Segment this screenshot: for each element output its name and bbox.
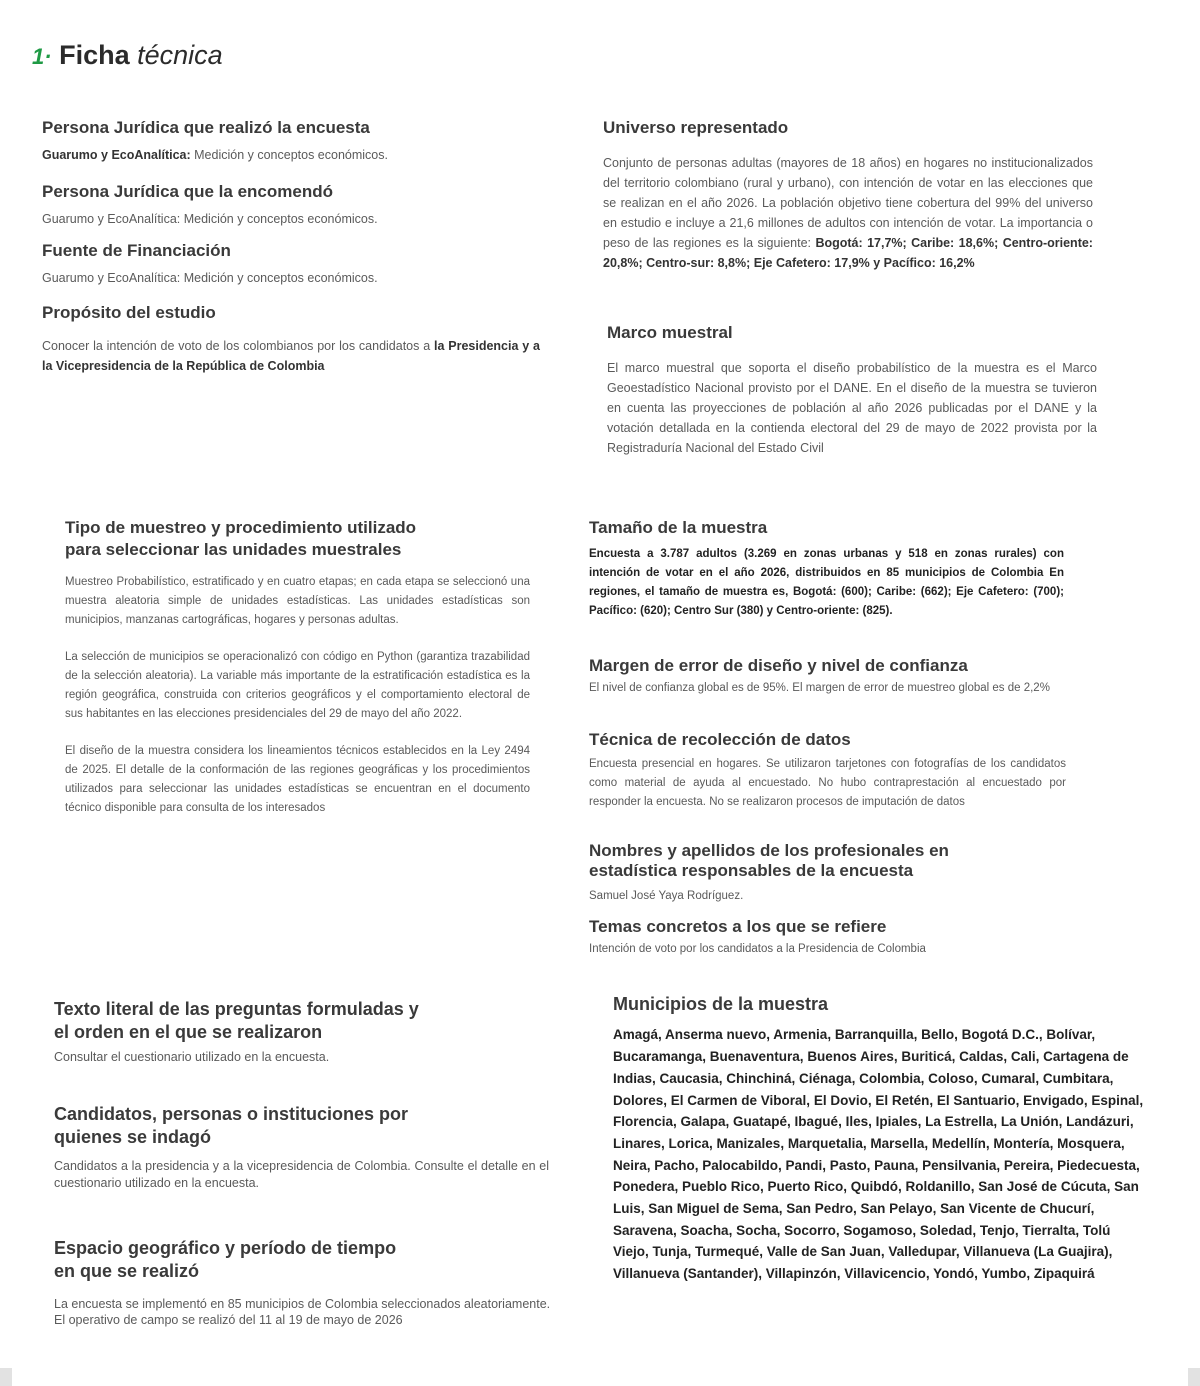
section-espacio: [54, 1237, 554, 1328]
page-edge-left: [0, 1368, 12, 1386]
paragraph-tipo-muestreo-1: Muestreo Probabilístico, estratificado y en cuatro etapas; en cada etapa se seleccionó una muestra aleatoria simple de unidades estadísticas. Las unidades estadísticas son municipios, manzanas cartográficas, hogares y personas adultas.: [65, 576, 530, 627]
section-municipios: [613, 993, 1148, 1285]
section-candidatos: [54, 1103, 549, 1192]
page-title: [32, 40, 223, 71]
section-universo: [603, 117, 1093, 273]
section-texto-literal: [54, 998, 554, 1067]
heading-texto-literal-2: el orden en el que se realizaron: [54, 1022, 323, 1043]
heading-marco: Marco muestral: [607, 323, 733, 342]
text-marco: El marco muestral que soporta el diseño probabilístico de la muestra es el Marco Geoestadístico Nacional provisto por el DANE. En el diseño de la muestra se tuvieron en cuenta las proyecciones de población al año 2026 publicadas por el DANE y la votación detallada en la contienda electoral del 29 de mayo de 2022 provista por la Registraduría Nacional del Estado Civil: [607, 361, 1097, 456]
text-municipios: Amagá, Anserma nuevo, Armenia, Barranquilla, Bello, Bogotá D.C., Bolívar, Bucaramanga, Buenaventura, Buenos Aires, Buriticá, Caldas, Cali, Cartagena de Indias, Caucasia, Chinchiná, Ciénaga, Colombia, Coloso, Cumaral, Cumbitara, Dolores, El Carmen de Viboral, El Dovio, El Retén, El Santuario, Envigado, Espinal, Florencia, Galapa, Guatapé, Ibagué, Iles, Ipiales, La Estrella, La Unión, Landázuri, Linares, Lorica, Manizales, Marquetalia, Marsella, Medellín, Montería, Mosquera, Neira, Pacho, Palocabildo, Pandi, Pasto, Pauna, Pensilvania, Pereira, Piedecuesta, Ponedera, Pueblo Rico, Puerto Rico, Quibdó, Roldanillo, San José de Cúcuta, San Luis, San Miguel de Sema, San Pedro, San Pelayo, San Vicente de Chucurí, Saravena, Soacha, Socha, Socorro, Sogamoso, Soledad, Tenjo, Tierralta, Tolú Viejo, Tunja, Turmequé, Valle de San Juan, Valledupar, Villanueva (La Guajira), Villanueva (Santander), Villapinzón, Villavicencio, Yondó, Yumbo, Zipaquirá: [613, 1027, 1144, 1282]
text-texto-literal: Consultar el cuestionario utilizado en la encuesta.: [54, 1049, 330, 1064]
text-temas: Intención de voto por los candidatos a la Presidencia de Colombia: [589, 943, 926, 956]
heading-espacio-1: Espacio geográfico y período de tiempo: [54, 1238, 397, 1258]
text-tamano: Encuesta a 3.787 adultos (3.269 en zonas urbanas y 518 en zonas rurales) con intención de votar en el año 2026, distribuidos en 85 municipios de Colombia En regiones, el tamaño de muestra es, Bogotá: (600); Caribe: (662); Eje Cafetero: (700); Pacífico: (620); Centro Sur (380) y Centro-oriente: (825).: [589, 548, 1064, 618]
title-main: Ficha: [59, 40, 130, 70]
heading-nombres-1: Nombres y apellidos de los profesionales en: [589, 841, 949, 860]
heading-candidatos-2: quienes se indagó: [54, 1127, 212, 1148]
heading-margen: Margen de error de diseño y nivel de confianza: [589, 656, 968, 675]
heading-tecnica: Técnica de recolección de datos: [589, 730, 851, 749]
paragraph-tipo-muestreo-3: El diseño de la muestra considera los lineamientos técnicos establecidos en la Ley 2494 de 2025. El detalle de la conformación de las regiones geográficas y los procedimientos utilizados para seleccionar las unidades estadísticas se encuentran en el documento técnico disponible para consulta de los interesados: [65, 745, 530, 815]
section-temas: [589, 916, 1069, 959]
section-tecnica: [589, 729, 1066, 812]
section-margen: [589, 655, 1069, 698]
text-nombres: Samuel José Yaya Rodríguez.: [589, 890, 744, 902]
heading-proposito: Propósito del estudio: [42, 303, 216, 322]
company-name: Guarumo y EcoAnalítica:: [42, 148, 191, 163]
text-universo-bold: Bogotá: 17,7%; Caribe: 18,6%; Centro-oriente: 20,8%; Centro-sur: 8,8%; Eje Cafetero: 17,9% y Pacífico: 16,2%: [603, 236, 1093, 271]
page-edge-right: [1188, 1368, 1200, 1386]
heading-municipios: Municipios de la muestra: [613, 994, 829, 1014]
heading-espacio-2: en que se realizó: [54, 1261, 200, 1282]
heading-tamano: Tamaño de la muestra: [589, 518, 768, 537]
text-margen: El nivel de confianza global es de 95%. El margen de error de muestreo global es de 2,2%: [589, 682, 1050, 695]
heading-universo: Universo representado: [603, 118, 789, 137]
heading-temas: Temas concretos a los que se refiere: [589, 917, 887, 936]
section-proposito: [42, 302, 540, 376]
section-marco: [607, 322, 1097, 458]
text-universo: Conjunto de personas adultas (mayores de 18 años) en hogares no institucionalizados del territorio colombiano (rural y urbano), con intención de votar en las elecciones que se realizan en el año 2026. La población objetivo tiene cobertura del 99% del universo en estudio e incluye a 21,6 millones de adultos con intención de votar. La importancia o peso de las regiones es la siguiente:: [603, 156, 1093, 251]
heading-persona-encomendo: Persona Jurídica que la encomendó: [42, 182, 333, 201]
section-tamano: [589, 517, 1064, 621]
text-persona-encomendo: Guarumo y EcoAnalítica: Medición y conceptos económicos.: [42, 212, 378, 227]
section-tipo-muestreo: [65, 517, 530, 818]
section-persona-realizo: [42, 117, 562, 165]
heading-persona-realizo: Persona Jurídica que realizó la encuesta: [42, 118, 370, 137]
section-nombres: [589, 841, 1069, 906]
text-espacio: La encuesta se implementó en 85 municipios de Colombia seleccionados aleatoriamente. El operativo de campo se realizó del 11 al 19 de mayo de 2026: [54, 1296, 551, 1327]
heading-texto-literal-1: Texto literal de las preguntas formuladas y: [54, 999, 419, 1019]
paragraph-tipo-muestreo-2: La selección de municipios se operacionalizó con código en Python (garantiza trazabilidad de la selección aleatoria). La variable más importante de la estratificación estadística es la región geográfica, construida con criterios geográficos y el comportamiento electoral de sus habitantes en las elecciones presidenciales del 29 de mayo del año 2022.: [65, 651, 530, 721]
text-fuente: Guarumo y EcoAnalítica: Medición y conceptos económicos.: [42, 271, 378, 286]
heading-tipo-muestreo-2: para seleccionar las unidades muestrales: [65, 540, 402, 560]
text-proposito-bold: la Presidencia y a la Vicepresidencia de la República de Colombia: [42, 339, 540, 374]
heading-candidatos-1: Candidatos, personas o instituciones por: [54, 1104, 409, 1124]
heading-tipo-muestreo-1: Tipo de muestreo y procedimiento utilizado: [65, 518, 417, 537]
section-number: 1·: [32, 44, 52, 69]
text-candidatos: Candidatos a la presidencia y a la vicepresidencia de Colombia. Consulte el detalle en el cuestionario utilizado en la encuesta.: [54, 1158, 549, 1190]
section-persona-encomendo: [42, 181, 562, 229]
text-proposito: Conocer la intención de voto de los colombianos por los candidatos a: [42, 339, 434, 354]
title-italic: técnica: [137, 40, 223, 70]
text-tecnica: Encuesta presencial en hogares. Se utilizaron tarjetones con fotografías de los candidatos como material de ayuda al encuestado. No hubo contraprestación al encuestado por responder la encuesta. No se realizaron procesos de imputación de datos: [589, 758, 1066, 809]
company-desc: Medición y conceptos económicos.: [190, 148, 388, 163]
heading-fuente: Fuente de Financiación: [42, 241, 231, 260]
heading-nombres-2: estadística responsables de la encuesta: [589, 861, 914, 880]
section-fuente: [42, 240, 562, 288]
